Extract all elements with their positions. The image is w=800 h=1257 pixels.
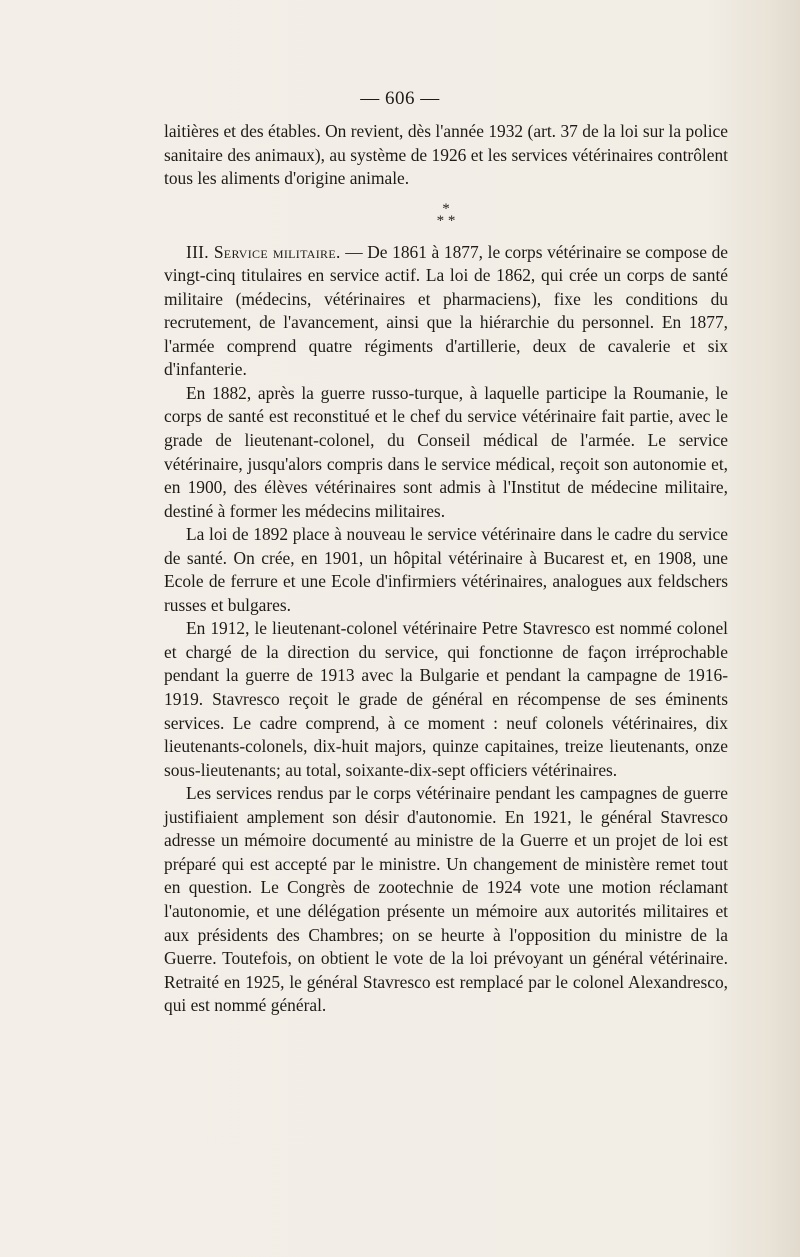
- section-heading: III. Service militaire.: [186, 241, 341, 262]
- paragraph-2: [164, 241, 728, 382]
- paragraph-5: En 1912, le lieutenant-colonel vétérinaire Petre Stavresco est nommé colonel et chargé de la direction du service, qui fonctionne de façon irréprochable pendant la guerre de 1913 avec la Bulgarie et pendant la campagne de 1916-1919. Stavresco reçoit le grade de général en récompense de ses éminents services. Le cadre comprend, à ce moment : neuf colonels vétérinaires, dix lieutenants-colonels, dix-huit majors, quinze capitaines, treize lieutenants, onze sous-lieutenants; au total, soixante-dix-sept officiers vétérinaires.: [164, 618, 728, 780]
- section-separator: [164, 191, 728, 241]
- asterism-bottom: * *: [436, 212, 456, 229]
- paragraph-3: En 1882, après la guerre russo-turque, à laquelle participe la Roumanie, le corps de santé est reconstitué et le chef du service vétérinaire fait partie, avec le grade de lieutenant-colonel, du Conseil médical de l'armée. Le service vétérinaire, jusqu'alors compris dans le service médical, reçoit son autonomie et, en 1900, des élèves vétérinaires sont admis à l'Institut de médecine militaire, destiné à former les médecins militaires.: [164, 382, 728, 521]
- paragraph-6: Les services rendus par le corps vétérinaire pendant les campagnes de guerre justifiaient amplement son désir d'autonomie. En 1921, le général Stavresco adresse un mémoire documenté au ministre de la Guerre et un projet de loi est préparé qui est accepté par le ministre. Un changement de ministère remet tout en question. Le Congrès de zootechnie de 1924 vote une motion réclamant l'autonomie, et une délégation présente un mémoire aux autorités militaires et aux présidents des Chambres; on se heurte à l'opposition du ministre de la Guerre. Toutefois, on obtient le vote de la loi prévoyant un général vétérinaire. Retraité en 1925, le général Stavresco est remplacé par le colonel Alexandresco, qui est nommé général.: [164, 783, 728, 1016]
- asterism-top: *: [442, 200, 450, 217]
- paragraph-2-body: — De 1861 à 1877, le corps vétérinaire se compose de vingt-cinq titulaires en service actif. La loi de 1862, qui crée un corps de santé militaire (médecins, vétérinaires et pharmaciens), fixe les conditions du recrutement, de l'avancement, ainsi que la hiérarchie du personnel. En 1877, l'armée comprend quatre régiments d'artillerie, deux de cavalerie et six d'infanterie.: [164, 241, 728, 380]
- paragraph-4: La loi de 1892 place à nouveau le service vétérinaire dans le cadre du service de santé. On crée, en 1901, un hôpital vétérinaire à Bucarest et, en 1908, une Ecole de ferrure et une Ecole d'infirmiers vétérinaires, analogues aux feldschers russes et bulgares.: [164, 524, 728, 615]
- paragraph-1: laitières et des étables. On revient, dès l'année 1932 (art. 37 de la loi sur la police sanitaire des animaux), au système de 1926 et les services vétérinaires contrôlent tous les aliments d'origine animale.: [164, 121, 728, 189]
- page-number: — 606 —: [360, 88, 440, 109]
- body-text: [164, 120, 728, 1018]
